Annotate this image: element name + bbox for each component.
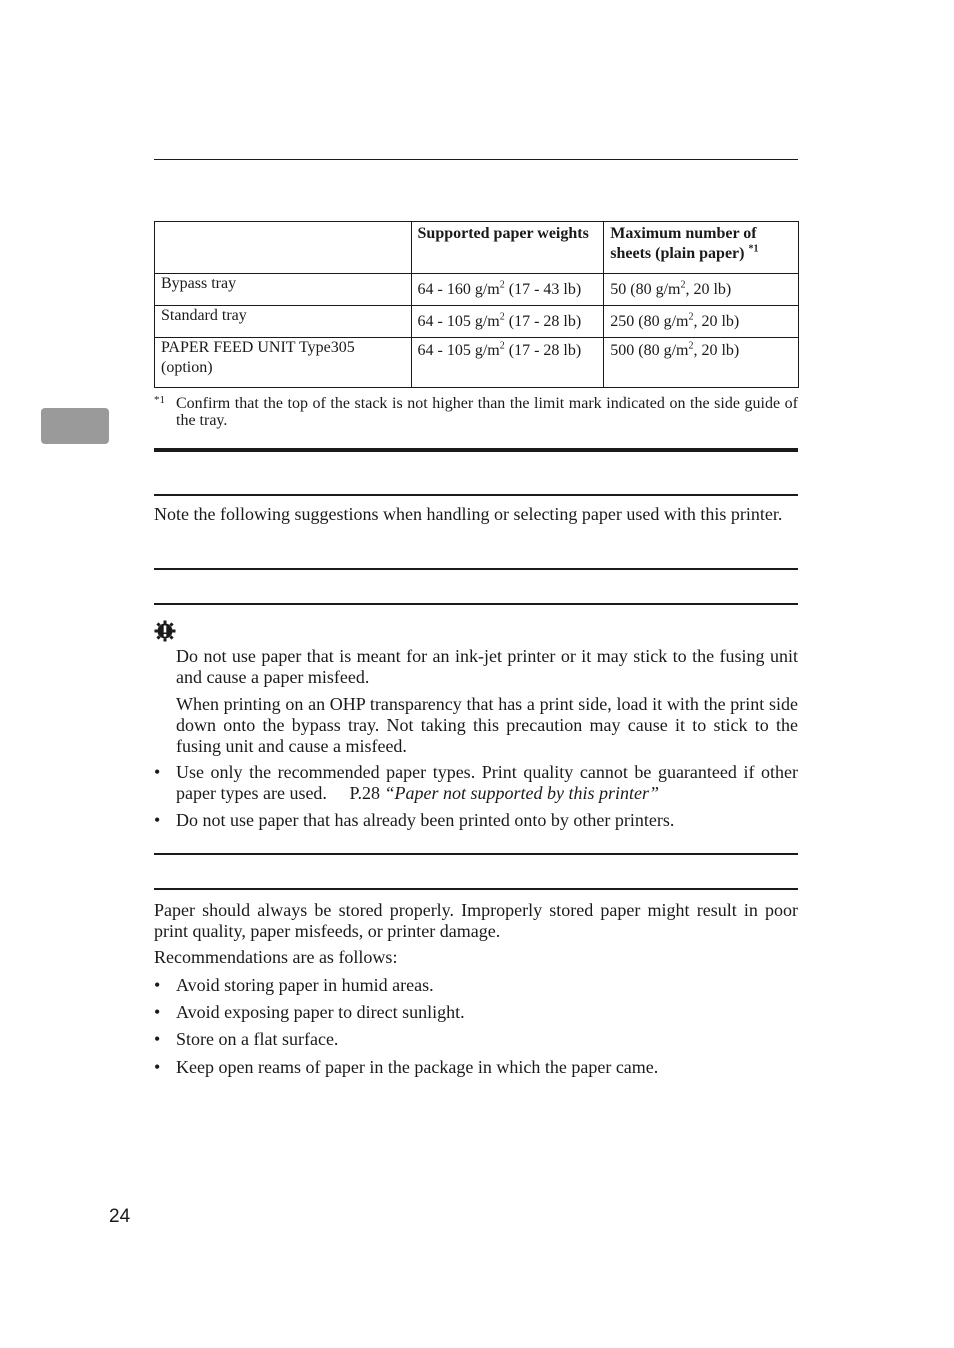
tray-name: Standard tray	[155, 306, 412, 338]
list-item	[154, 1057, 798, 1078]
bullet-dot: •	[154, 1029, 161, 1049]
subsection-rule	[154, 568, 798, 570]
bullet-text: Do not use paper that has already been printed onto by other printers.	[176, 810, 675, 830]
list-item	[154, 810, 798, 831]
bullet-text: Store on a flat surface.	[176, 1029, 339, 1049]
list-item	[154, 762, 798, 804]
list-item	[154, 1002, 798, 1023]
footnote-text: Confirm that the top of the stack is not higher than the limit mark indicated on the side guide of the tray.	[176, 395, 798, 429]
bullet-dot: •	[154, 1057, 161, 1077]
important-item: When printing on an OHP transparency that has a print side, load it with the print side down onto the bypass tray. Not taking this precaution may cause it to stick to the fusing unit and cause a misfeed.	[176, 694, 798, 756]
table-header-weights: Supported paper weights	[411, 222, 604, 274]
important-item: Do not use paper that is meant for an ink-jet printer or it may stick to the fusing unit and cause a paper misfeed.	[176, 646, 798, 687]
bullet-dot: •	[154, 975, 161, 995]
tray-weight: 64 - 160 $g/m^2$ (17 - 43 lb)	[411, 274, 604, 306]
important-icon	[154, 620, 176, 642]
bullet-dot: •	[154, 810, 161, 830]
table-row	[155, 306, 799, 338]
table-footnote	[154, 395, 798, 429]
subsection-rule	[154, 494, 798, 496]
handling-intro: Note the following suggestions when handling or selecting paper used with this printer.	[154, 504, 783, 524]
tray-sheets: 50 (80 $g/m^2$, 20 lb)	[604, 274, 799, 306]
table-row	[155, 274, 799, 306]
section-rule	[154, 448, 798, 452]
subsection-rule	[154, 888, 798, 890]
tray-sheets: 500 (80 $g/m^2$, 20 lb)	[604, 338, 799, 388]
tray-name: Bypass tray	[155, 274, 412, 306]
page-number: 24	[109, 1206, 131, 1227]
tray-sheets: 250 (80 $g/m^2$, 20 lb)	[604, 306, 799, 338]
table-header-row	[155, 222, 799, 274]
bullet-text: Use only the recommended paper types. Print quality cannot be guaranteed if other paper types are used.	[176, 762, 798, 803]
footnote-mark: *1	[154, 394, 165, 406]
list-item	[154, 1029, 798, 1050]
cross-ref-title[interactable]: “Paper not supported by this printer”	[384, 783, 659, 803]
storage-lead: Recommendations are as follows:	[154, 947, 398, 967]
table-row	[155, 338, 799, 388]
tray-name: PAPER FEED UNIT Type305 (option)	[155, 338, 412, 388]
subsection-rule	[154, 603, 798, 605]
bullet-dot: •	[154, 762, 161, 782]
paper-tray-table	[154, 221, 799, 388]
table-header-blank	[155, 222, 412, 274]
cross-ref-page[interactable]: P.28	[349, 783, 380, 803]
section-rule	[154, 853, 798, 855]
bullet-text: Keep open reams of paper in the package in which the paper came.	[176, 1057, 659, 1077]
bullet-dot: •	[154, 1002, 161, 1022]
header-rule	[154, 159, 798, 160]
table-header-sheets: Maximum number of sheets (plain paper) $^{*1}$	[604, 222, 799, 274]
bullet-text: Avoid exposing paper to direct sunlight.	[176, 1002, 465, 1022]
storage-intro: Paper should always be stored properly. Improperly stored paper might result in poor print quality, paper misfeeds, or printer damage.	[154, 900, 798, 941]
tray-weight: 64 - 105 $g/m^2$ (17 - 28 lb)	[411, 306, 604, 338]
tray-weight: 64 - 105 $g/m^2$ (17 - 28 lb)	[411, 338, 604, 388]
chapter-tab-marker	[41, 408, 109, 444]
list-item	[154, 975, 798, 996]
bullet-text: Avoid storing paper in humid areas.	[176, 975, 434, 995]
